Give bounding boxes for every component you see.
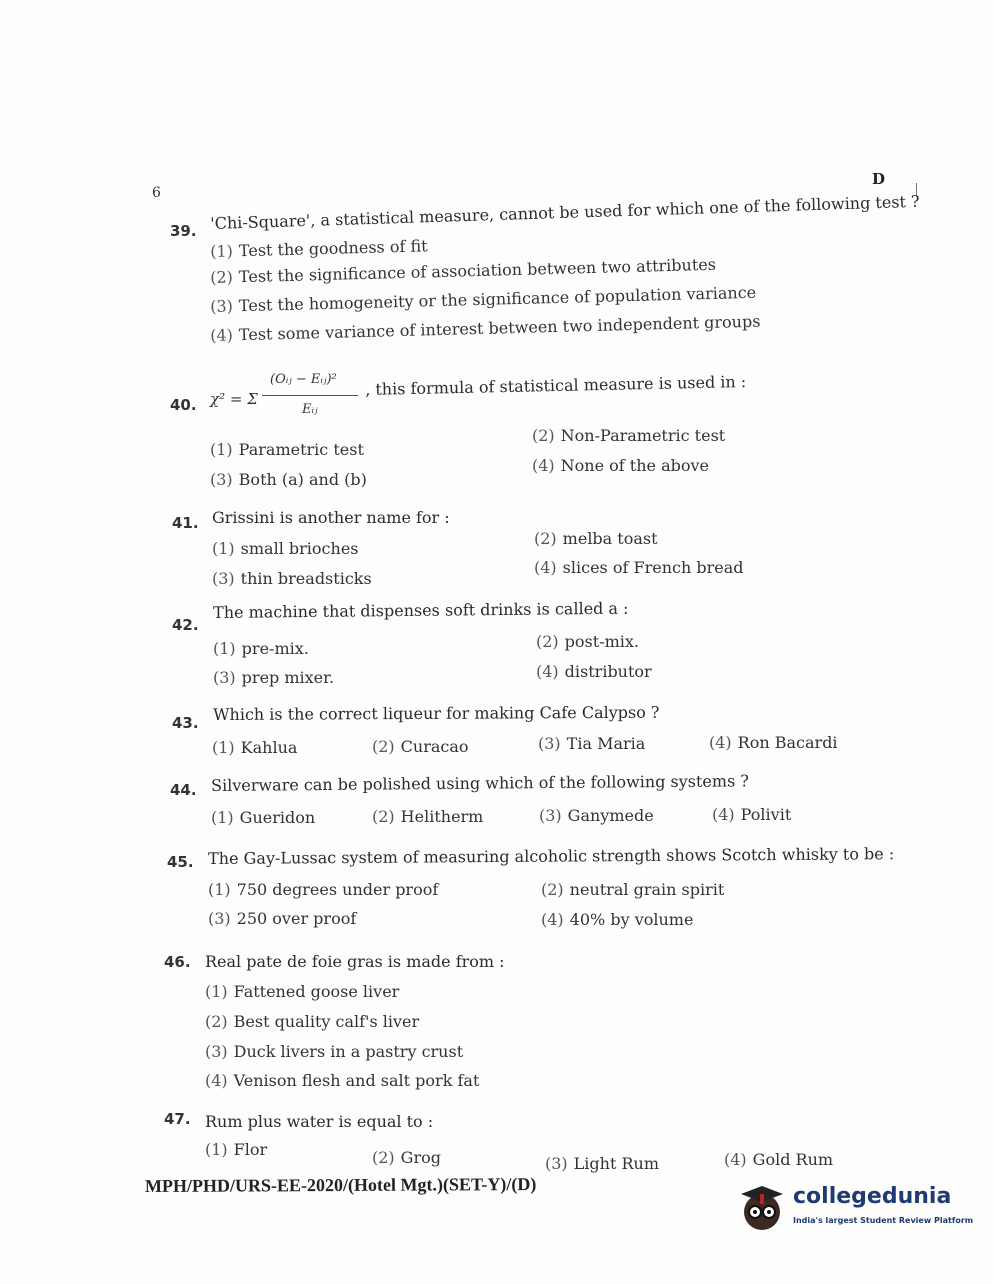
option-1 — [212, 738, 297, 757]
option-number: (4) — [724, 1150, 747, 1169]
option-number: (2) — [536, 632, 559, 651]
option-number: (1) — [208, 880, 231, 899]
option-text: 250 over proof — [236, 909, 357, 928]
option-text: 40% by volume — [569, 910, 694, 929]
question-number: 44. — [170, 781, 197, 799]
collegedunia-watermark — [735, 1180, 974, 1240]
option-text: Duck livers in a pastry crust — [233, 1042, 464, 1061]
option-4 — [712, 805, 791, 824]
option-number: (3) — [208, 909, 231, 928]
option-number: (2) — [534, 529, 557, 548]
question-number: 43. — [172, 714, 199, 732]
formula-numerator: (Oᵢⱼ − Eᵢⱼ)² — [270, 372, 337, 387]
option-number: (1) — [212, 738, 235, 757]
question-number: 39. — [170, 222, 197, 240]
collegedunia-mascot-icon — [735, 1180, 789, 1238]
option-1 — [212, 539, 359, 558]
option-4 — [532, 456, 709, 475]
option-text: Curacao — [400, 737, 469, 756]
option-text: Test the homogeneity or the significance of population variance — [238, 282, 757, 316]
option-3 — [210, 283, 756, 316]
option-4 — [724, 1150, 833, 1169]
option-number: (3) — [205, 1042, 228, 1061]
option-text: Ron Bacardi — [737, 733, 838, 752]
question-number: 41. — [172, 514, 199, 532]
option-text: Test the goodness of fit — [238, 236, 428, 261]
option-text: Gold Rum — [752, 1150, 834, 1169]
option-text: Tia Maria — [566, 734, 646, 753]
option-text: Kahlua — [240, 738, 298, 757]
option-number: (3) — [213, 668, 236, 687]
option-text: Fattened goose liver — [233, 982, 400, 1001]
option-2 — [534, 529, 658, 548]
option-number: (2) — [532, 426, 555, 445]
option-number: (3) — [539, 806, 562, 825]
option-number: (1) — [211, 808, 234, 827]
option-number: (4) — [210, 325, 234, 345]
option-number: (2) — [372, 807, 395, 826]
option-text: Helitherm — [400, 807, 484, 826]
option-2 — [372, 807, 483, 826]
paper-code-footer: MPH/PHD/URS-EE-2020/(Hotel Mgt.)(SET-Y)/(D) — [144, 1173, 537, 1197]
question-number: 47. — [164, 1110, 191, 1128]
option-3 — [213, 668, 334, 687]
option-number: (4) — [205, 1071, 228, 1090]
option-2 — [210, 255, 716, 287]
option-number: (3) — [210, 296, 234, 316]
option-text: Ganymede — [567, 806, 654, 825]
watermark-name: collegedunia — [793, 1184, 952, 1209]
option-number: (3) — [545, 1154, 568, 1173]
option-text: slices of French bread — [562, 558, 744, 577]
option-text: prep mixer. — [241, 668, 335, 687]
option-2 — [205, 1012, 419, 1031]
question-text: The machine that dispenses soft drinks is called a : — [213, 598, 629, 622]
question-text: Silverware can be polished using which of the following systems ? — [211, 771, 749, 795]
option-number: (2) — [372, 737, 395, 756]
option-text: Grog — [400, 1148, 441, 1167]
formula-lhs: χ² = Σ — [210, 390, 258, 408]
option-text: Gueridon — [239, 808, 316, 827]
option-text: 750 degrees under proof — [236, 880, 439, 899]
option-3 — [545, 1154, 659, 1173]
question-number: 40. — [170, 396, 197, 414]
option-number: (1) — [213, 639, 236, 658]
option-number: (1) — [212, 539, 235, 558]
option-number: (1) — [210, 440, 233, 459]
option-text: Flor — [233, 1140, 268, 1159]
question-text: , this formula of statistical measure is used in : — [365, 372, 747, 399]
page-number: 6 — [152, 185, 161, 201]
option-number: (2) — [372, 1148, 395, 1167]
chi-square-formula — [210, 370, 370, 430]
question-text: Which is the correct liqueur for making Cafe Calypso ? — [213, 702, 660, 724]
option-number: (4) — [534, 558, 557, 577]
set-code: D — [872, 170, 886, 188]
option-text: None of the above — [560, 456, 710, 475]
option-4 — [210, 312, 761, 345]
option-text: Venison flesh and salt pork fat — [233, 1071, 480, 1090]
option-2 — [372, 1148, 441, 1167]
option-3 — [210, 470, 367, 489]
option-number: (3) — [212, 569, 235, 588]
option-text: Test the significance of association between two attributes — [238, 254, 717, 287]
option-number: (4) — [709, 733, 732, 752]
option-text: post-mix. — [564, 632, 639, 651]
option-2 — [372, 737, 469, 756]
question-text: The Gay-Lussac system of measuring alcoholic strength shows Scotch whisky to be : — [208, 844, 895, 868]
fraction-line — [262, 395, 358, 396]
option-text: distributor — [564, 662, 652, 681]
question-number: 42. — [172, 616, 199, 634]
option-number: (1) — [205, 982, 228, 1001]
option-text: Both (a) and (b) — [238, 470, 367, 489]
option-3 — [539, 806, 654, 825]
option-number: (1) — [205, 1140, 228, 1159]
option-number: (2) — [205, 1012, 228, 1031]
option-text: Light Rum — [573, 1154, 659, 1173]
option-number: (3) — [538, 734, 561, 753]
option-1 — [211, 808, 315, 827]
option-text: Best quality calf's liver — [233, 1012, 420, 1031]
option-text: neutral grain spirit — [569, 880, 725, 899]
option-1 — [208, 880, 438, 899]
option-text: Non-Parametric test — [560, 426, 726, 445]
option-number: (2) — [541, 880, 564, 899]
option-1 — [210, 440, 364, 459]
option-number: (4) — [541, 910, 564, 929]
question-text: Real pate de foie gras is made from : — [205, 952, 505, 971]
option-text: small brioches — [240, 539, 359, 558]
question-text: Rum plus water is equal to : — [205, 1112, 434, 1131]
option-text: pre-mix. — [241, 639, 309, 658]
option-text: Parametric test — [238, 440, 364, 459]
option-1 — [205, 982, 399, 1001]
option-number: (2) — [210, 267, 234, 287]
option-2 — [532, 426, 725, 445]
watermark-tagline: India's largest Student Review Platform — [793, 1216, 974, 1225]
option-1 — [213, 639, 309, 658]
option-4 — [536, 662, 652, 681]
option-1 — [205, 1140, 267, 1159]
option-4 — [534, 558, 744, 577]
question-number: 45. — [167, 853, 194, 871]
option-4 — [541, 910, 693, 929]
option-number: (4) — [532, 456, 555, 475]
option-4 — [205, 1071, 479, 1090]
question-text: 'Chi-Square', a statistical measure, cannot be used for which one of the following test ? — [210, 191, 920, 233]
question-text: Grissini is another name for : — [212, 508, 450, 527]
option-2 — [541, 880, 724, 899]
option-text: Polivit — [740, 805, 792, 824]
option-text: melba toast — [562, 529, 658, 548]
question-number: 46. — [164, 953, 191, 971]
option-1 — [210, 236, 428, 261]
option-number: (4) — [712, 805, 735, 824]
formula-denominator: Eᵢⱼ — [302, 402, 318, 417]
option-3 — [205, 1042, 463, 1061]
option-number: (1) — [210, 241, 234, 261]
option-4 — [709, 733, 838, 752]
option-2 — [536, 632, 639, 651]
option-text: thin breadsticks — [240, 569, 372, 588]
option-text: Test some variance of interest between two independent groups — [238, 311, 761, 345]
option-number: (3) — [210, 470, 233, 489]
option-3 — [538, 734, 645, 753]
option-number: (4) — [536, 662, 559, 681]
option-3 — [208, 909, 356, 928]
option-3 — [212, 569, 372, 588]
